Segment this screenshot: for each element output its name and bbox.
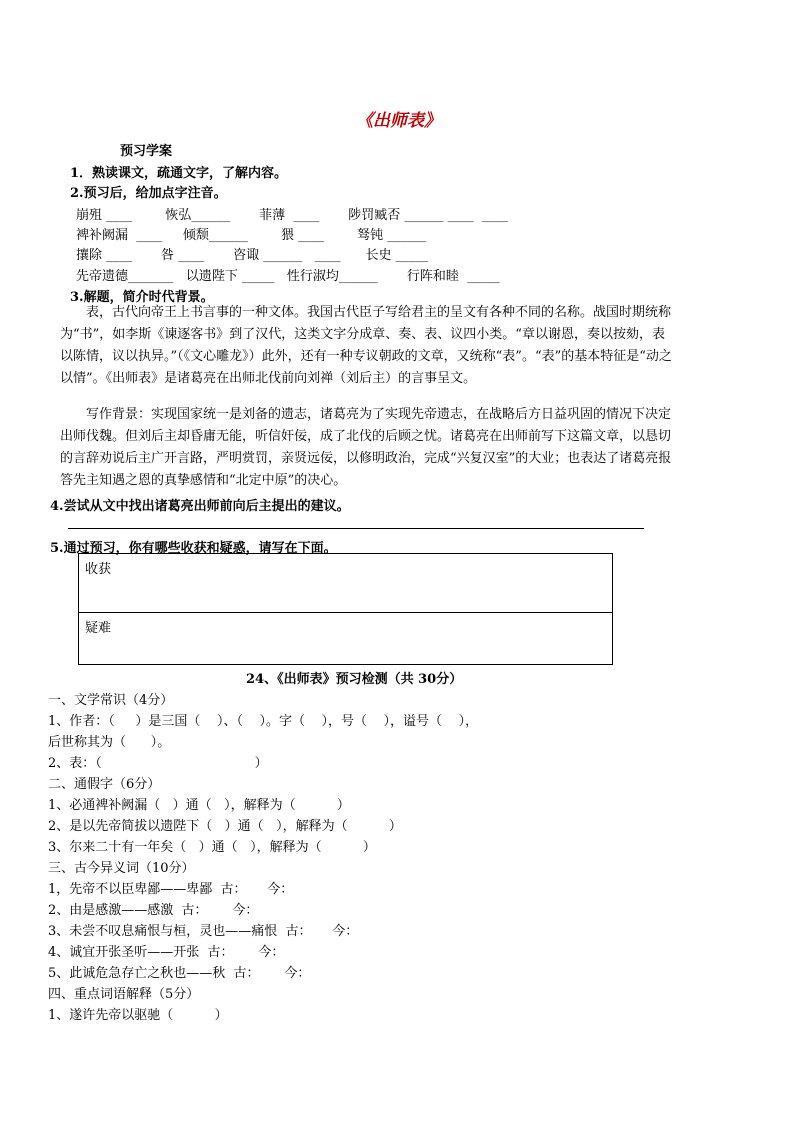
question-4: 4.尝试从文中找出诸葛亮出师前向后主提出的建议。 bbox=[50, 499, 350, 514]
gain-box[interactable] bbox=[78, 553, 613, 613]
pinyin-row: 裨补阙漏 ____ 倾颓______ 猥 ____ 驽钝 ______ bbox=[76, 228, 427, 243]
test-line: 2、由是感激——感激 古： 今： bbox=[48, 903, 259, 918]
test-line: 1，先帝不以臣卑鄙——卑鄙 古： 今： bbox=[48, 882, 294, 897]
question-2: 2.预习后，给加点字注音。 bbox=[70, 186, 227, 201]
question-5: 5.通过预习，你有哪些收获和疑惑，请写在下面。 bbox=[50, 541, 337, 556]
test-line: 1、作者：（ ）是三国（ ）、（ ）。字（ ），号（ ），谥号（ ）， bbox=[48, 714, 479, 729]
test-line: 1、遂许先帝以驱驰（ ） bbox=[48, 1008, 228, 1023]
question-3: 3.解题，简介时代背景。 bbox=[70, 290, 214, 305]
pinyin-row: 先帝遗德_______ 以遗陛下 _____ 性行淑均______ 行阵和睦 _____ bbox=[76, 269, 500, 284]
test-line: 5、此诚危急存亡之秋也——秋 古： 今： bbox=[48, 966, 311, 981]
test-title: 24、《出师表》预习检测（共 30分） bbox=[246, 672, 463, 687]
test-line: 3、尔来二十有一年矣（ ）通（ ），解释为（ ） bbox=[48, 840, 376, 855]
paragraph-biao: 表，古代向帝王上书言事的一种文体。我国古代臣子写给君主的呈文有各种不同的名称。战国时期统称为“书”，如李斯《谏逐客书》到了汉代，这类文字分成章、奏、表、议四小类。“章以谢恩，奏以按劾，表以陈情，议以执异。”（《文心雕龙》）此外，还有一种专议朝政的文章，又统称“表”。“表”的基本特征是“动之以情”。《出师表》是诸葛亮在出师北伐前向刘禅（刘后主）的言事呈文。 bbox=[60, 305, 672, 386]
test-line: 二、通假字（6分） bbox=[48, 777, 161, 792]
gain-label: 收获 bbox=[85, 562, 112, 577]
test-line: 1、必通裨补阙漏（ ）通（ ），解释为（ ） bbox=[48, 798, 350, 813]
document-title: 《出师表》 bbox=[356, 111, 441, 131]
test-line: 2、是以先帝简拔以遗陛下（ ）通（ ），解释为（ ） bbox=[48, 819, 402, 834]
doubt-box[interactable] bbox=[78, 612, 613, 665]
doubt-label: 疑难 bbox=[85, 621, 112, 636]
question-1: 1．熟读课文，疏通文字，了解内容。 bbox=[70, 166, 288, 181]
test-line: 后世称其为（ ）。 bbox=[48, 735, 171, 750]
test-line: 4、诚宜开张圣听——开张 古： 今： bbox=[48, 945, 285, 960]
test-line: 三、古今异义词（10分） bbox=[48, 861, 195, 876]
test-line: 一、文学常识（4分） bbox=[48, 693, 174, 708]
answer-line[interactable] bbox=[68, 528, 644, 529]
pinyin-row: 崩殂 ____ 恢弘______ 菲薄 ____ 陟罚臧否 ______ ____ ____ bbox=[76, 208, 508, 223]
pinyin-row: 攘除 ____ 咎 ____ 咨诹 ______ ____ 长史 _____ bbox=[76, 248, 429, 263]
section-label: 预习学案 bbox=[120, 144, 173, 159]
test-line: 四、重点词语解释（5分） bbox=[48, 987, 200, 1002]
test-line: 3、未尝不叹息痛恨与桓，灵也——痛恨 古： 今： bbox=[48, 924, 359, 939]
test-line: 2、表：（ ） bbox=[48, 756, 268, 771]
paragraph-background: 写作背景：实现国家统一是刘备的遗志，诸葛亮为了实现先帝遗志，在战略后方日益巩固的情况下决定出师伐魏。但刘后主却昏庸无能，听信奸佞，成了北伐的后顾之忧。诸葛亮在出师前写下这篇文章，以恳切的言辞劝说后主广开言路，严明赏罚，亲贤远佞，以修明政治，完成“兴复汉室”的大业；也表达了诸葛亮报答先主知遇之恩的真挚感情和“北定中原”的决心。 bbox=[60, 407, 672, 488]
